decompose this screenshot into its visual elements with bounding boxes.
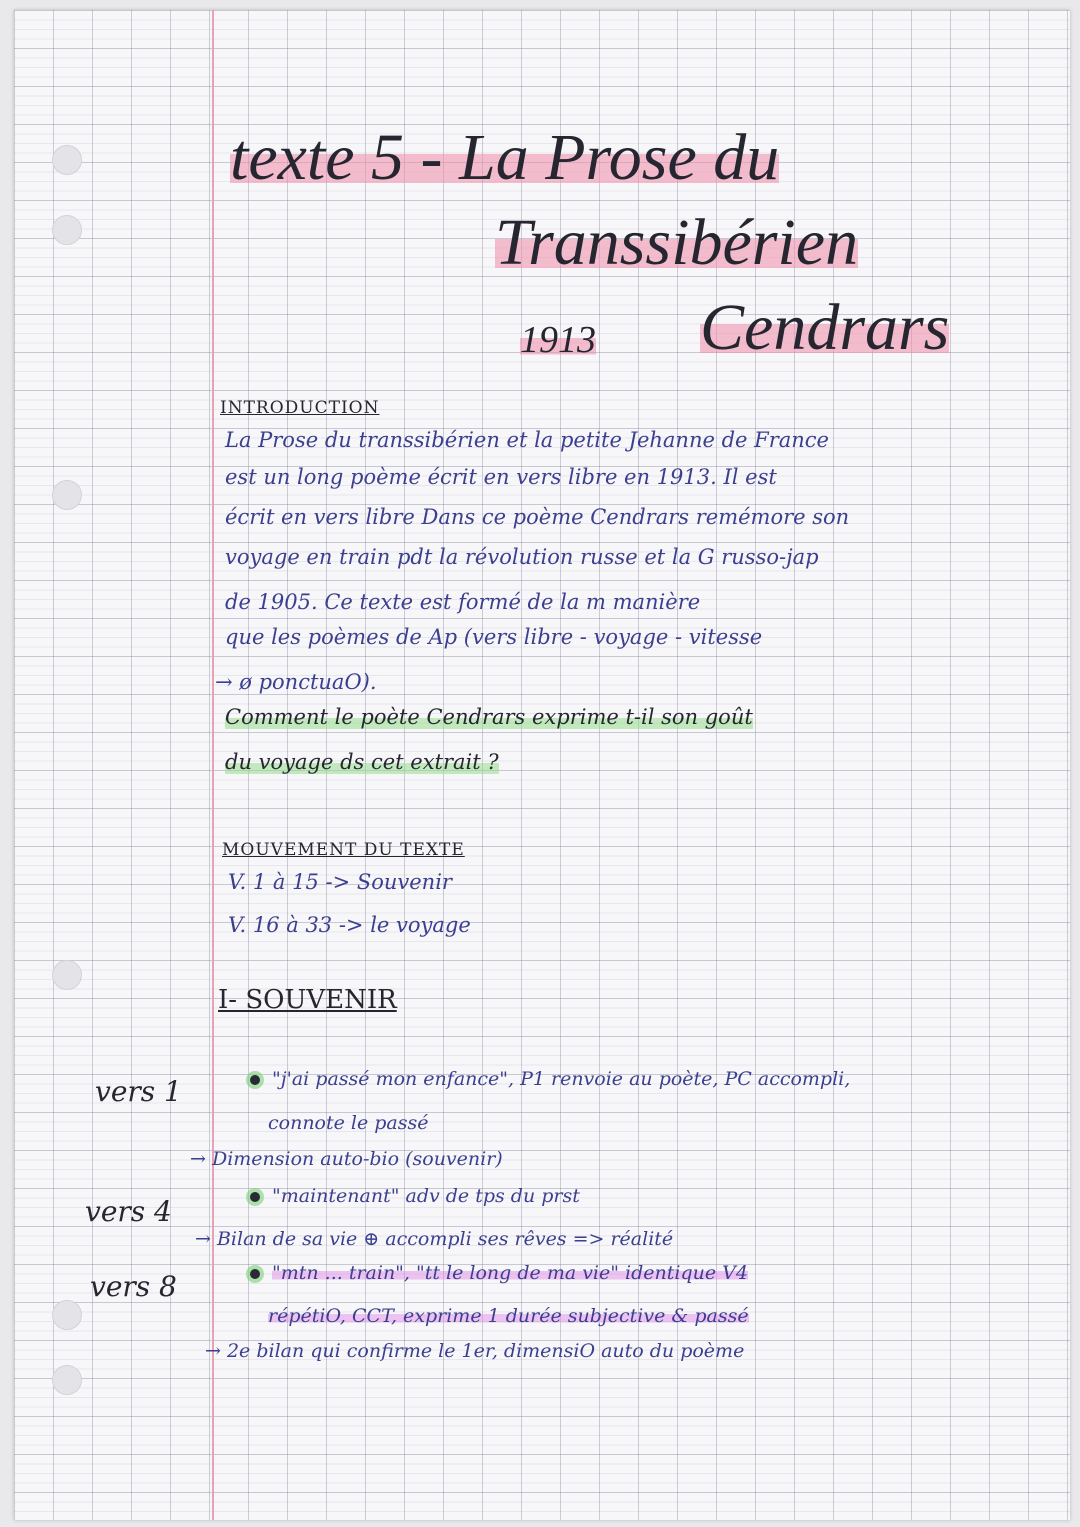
mouvement-heading: MOUVEMENT DU TEXTE [222, 840, 465, 860]
title-year: 1913 [520, 319, 596, 361]
vers-label: vers 8 [90, 1270, 177, 1303]
binder-hole [52, 1365, 82, 1395]
margin-line [212, 10, 214, 1520]
intro-heading: INTRODUCTION [220, 398, 380, 418]
analysis-line: "maintenant" adv de tps du prst [250, 1185, 580, 1207]
analysis-line: → Dimension auto-bio (souvenir) [190, 1148, 503, 1170]
intro-line: écrit en vers libre Dans ce poème Cendrars remémore son [225, 505, 850, 529]
problematique-line: du voyage ds cet extrait ? [225, 750, 499, 774]
title-author: Cendrars [700, 291, 950, 364]
bullet-icon [250, 1075, 260, 1085]
bullet-icon [250, 1269, 260, 1279]
vers-label: vers 4 [85, 1195, 172, 1228]
intro-line: est un long poème écrit en vers libre en 1913. Il est [225, 465, 777, 489]
bullet-icon [250, 1192, 260, 1202]
binder-hole [52, 960, 82, 990]
intro-line: de 1905. Ce texte est formé de la m manière [225, 590, 701, 614]
vers-label: vers 1 [95, 1075, 182, 1108]
analysis-line: → 2e bilan qui confirme le 1er, dimensiO auto du poème [205, 1340, 745, 1362]
problematique-line: Comment le poète Cendrars exprime t-il son goût [225, 705, 753, 729]
binder-hole [52, 1300, 82, 1330]
binder-hole [52, 480, 82, 510]
analysis-line: "mtn ... train", "tt le long de ma vie" identique V4 [250, 1262, 748, 1284]
analysis-line: répétiO, CCT, exprime 1 durée subjective & passé [268, 1305, 749, 1327]
intro-line: voyage en train pdt la révolution russe et la G russo-jap [225, 545, 819, 569]
intro-line: → ø ponctuaO). [215, 670, 377, 694]
analysis-line: "j'ai passé mon enfance", P1 renvoie au poète, PC accompli, [250, 1068, 850, 1090]
mouvement-line: V. 1 à 15 -> Souvenir [228, 870, 452, 894]
binder-hole [52, 145, 82, 175]
mouvement-line: V. 16 à 33 -> le voyage [228, 913, 471, 937]
binder-hole [52, 215, 82, 245]
title-line1: texte 5 - La Prose du [230, 121, 780, 194]
analysis-line: connote le passé [268, 1112, 429, 1134]
section-heading: I- SOUVENIR [218, 985, 397, 1015]
intro-line: La Prose du transsibérien et la petite Jehanne de France [225, 428, 829, 452]
intro-line: que les poèmes de Ap (vers libre - voyage - vitesse [225, 625, 763, 649]
analysis-line: → Bilan de sa vie ⊕ accompli ses rêves => réalité [195, 1228, 674, 1250]
title-line2: Transsibérien [495, 206, 859, 279]
